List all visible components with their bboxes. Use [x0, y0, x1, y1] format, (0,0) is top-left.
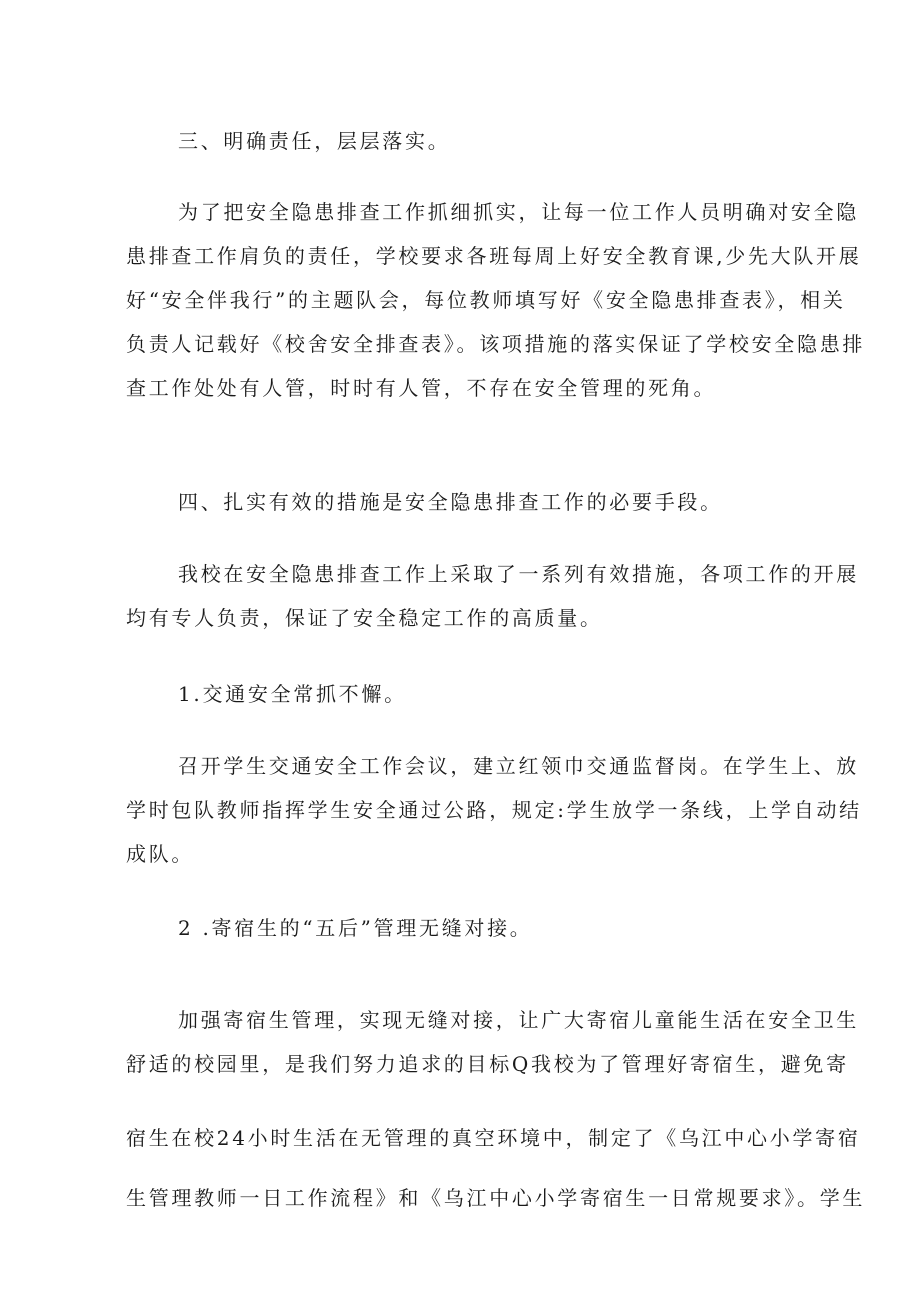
section-heading-4: 四、扎实有效的措施是安全隐患排查工作的必要手段。 [178, 490, 723, 514]
paragraph-line: 均有专人负责，保证了安全稳定工作的高质量。 [126, 606, 603, 630]
item-heading-2: 2 .寄宿生的“五后”管理无缝对接。 [178, 916, 533, 940]
paragraph-line: 舒适的校园里，是我们努力追求的目标Q我校为了管理好寄宿生，避免寄 [126, 1052, 849, 1076]
paragraph-line: 好“安全伴我行”的主题队会，每位教师填写好《安全隐患排查表》，相关 [126, 288, 846, 312]
paragraph-line: 患排查工作肩负的责任，学校要求各班每周上好安全教育课,少先大队开展 [126, 244, 862, 268]
item-heading-1: 1.交通安全常抓不懈。 [178, 682, 407, 706]
paragraph-line: 为了把安全隐患排查工作抓细抓实，让每一位工作人员明确对安全隐 [178, 200, 859, 224]
paragraph-line: 召开学生交通安全工作会议，建立红领巾交通监督岗。在学生上、放 [178, 754, 859, 778]
paragraph-line: 宿生在校24小时生活在无管理的真空环境中，制定了《乌江中心小学寄宿 [126, 1126, 861, 1150]
paragraph-line: 我校在安全隐患排查工作上采取了一系列有效措施，各项工作的开展 [178, 562, 859, 586]
paragraph-line: 查工作处处有人管，时时有人管，不存在安全管理的死角。 [126, 376, 717, 400]
paragraph-line: 负责人记载好《校舍安全排查表》。该项措施的落实保证了学校安全隐患排 [126, 332, 866, 356]
paragraph-line: 成队。 [126, 842, 195, 866]
paragraph-line: 生管理教师一日工作流程》和《乌江中心小学寄宿生一日常规要求》。学生 [126, 1186, 866, 1210]
section-heading-3: 三、明确责任，层层落实。 [178, 129, 451, 153]
paragraph-line: 学时包队教师指挥学生安全通过公路，规定:学生放学一条线，上学自动结 [126, 798, 862, 822]
paragraph-line: 加强寄宿生管理，实现无缝对接，让广大寄宿儿童能生活在安全卫生 [178, 1008, 859, 1032]
